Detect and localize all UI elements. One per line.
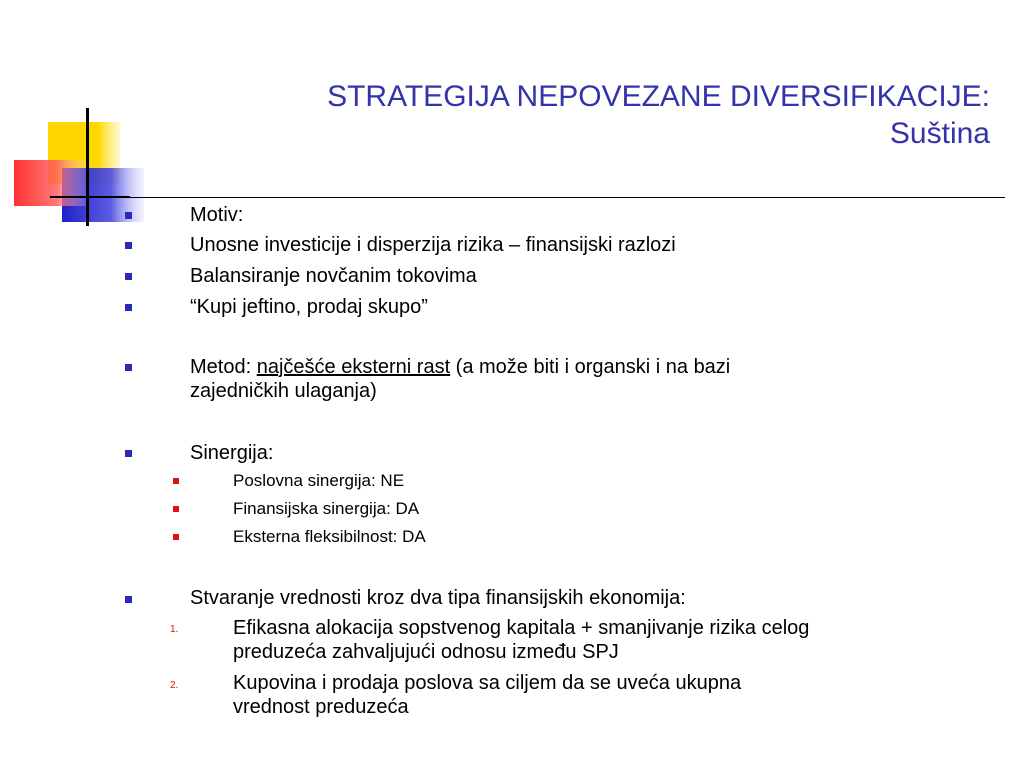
sub-bullet-eksterna: Eksterna fleksibilnost: DA	[233, 527, 426, 546]
metod-underlined: najčešće eksterni rast	[256, 356, 451, 378]
title-line-2: Suština	[889, 117, 990, 150]
bullet-square-icon	[125, 304, 132, 311]
sub-bullet-finansijska: Finansijska sinergija: DA	[233, 499, 420, 518]
bullet-square-icon	[125, 212, 132, 219]
title-line-1: STRATEGIJA NEPOVEZANE DIVERSIFIKACIJE:	[327, 80, 990, 113]
sub-bullet-square-icon	[173, 534, 179, 540]
bullet-metod	[190, 355, 980, 403]
number-marker-2: 2.	[170, 680, 179, 691]
bullet-square-icon	[125, 450, 132, 457]
bullet-square-icon	[125, 242, 132, 249]
efikasna-line2: preduzeća zahvaljujući odnosu između SPJ	[233, 641, 619, 663]
kupovina-line2: vrednost preduzeća	[233, 696, 409, 718]
bullet-balansiranje: Balansiranje novčanim tokovima	[190, 265, 477, 287]
sub-bullet-poslovna: Poslovna sinergija: NE	[233, 471, 405, 490]
bullet-kupi: “Kupi jeftino, prodaj skupo”	[190, 296, 428, 318]
bullet-stvaranje: Stvaranje vrednosti kroz dva tipa finansijskih ekonomija:	[190, 587, 686, 609]
metod-line2: zajedničkih ulaganja)	[190, 380, 377, 402]
sub-bullet-square-icon	[173, 478, 179, 484]
metod-suffix: (a može biti i organski i na bazi	[450, 356, 731, 378]
bullet-square-icon	[125, 364, 132, 371]
numbered-item-kupovina	[233, 671, 993, 719]
bullet-square-icon	[125, 273, 132, 280]
sub-bullet-square-icon	[173, 506, 179, 512]
number-marker-1: 1.	[170, 624, 179, 635]
bullet-motiv: Motiv:	[190, 204, 244, 226]
bullet-square-icon	[125, 596, 132, 603]
bullet-sinergija: Sinergija:	[190, 442, 274, 464]
metod-prefix: Metod:	[190, 356, 257, 378]
numbered-item-efikasna	[233, 616, 993, 664]
bullet-unosne: Unosne investicije i disperzija rizika – finansijski razlozi	[190, 234, 676, 256]
kupovina-line1: Kupovina i prodaja poslova sa ciljem da se uveća ukupna	[233, 672, 742, 694]
efikasna-line1: Efikasna alokacija sopstvenog kapitala + smanjivanje rizika celog	[233, 617, 810, 639]
